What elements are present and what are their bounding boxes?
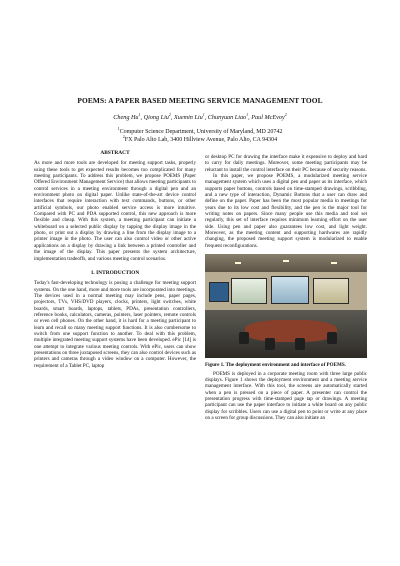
introduction-continued: or desktop PC for drawing the interface make it expensive to deploy and hard to carry for daily meetings. Moreover, some meeting participants may be reluctant to install the control interface on their PC because of security reasons. [205,154,367,173]
public-display-center [271,276,309,304]
figure-caption: Figure 1. The deployment environment and interface of POEMS. [205,362,346,369]
body-paragraph: In this paper, we propose POEMS, a modularized meeting service management system which uses a digital pen and paper as its interface, which supports paper buttons, controls based on time-stamped drawings, scribbling, and a new type of interaction, Dynamic Buttons that a user can draw and define on the paper. Paper has been the most popular media in meetings for years due to its low cost and flexibility, and the pen is the major tool for writing notes on papers. Since many people use this media and tool set regularly, this set of interface requires minimum learning effort on the user side. Using pen and paper also guarantees low cost, and light weight. Moreover, as the meeting content and supporting hardwares are rapidly changing, the proposed meeting support system is modularized to enable frequent reconfigurations. [205,173,367,249]
meeting-table [245,320,337,342]
abstract-heading: ABSTRACT [100,150,130,156]
paper-title: POEMS: A PAPER BASED MEETING SERVICE MANAGEMENT TOOL [77,96,323,105]
meeting-room-photo [205,254,367,358]
author-list: Cheng Hu$^1$, Qiong Liu$^2$, Xuemin Liu$^1$, Chunyuan Liao$^1$, Paul McEvoy$^2$ [113,112,287,122]
introduction-heading: 1. INTRODUCTION [90,269,140,276]
author-mark: 1 [246,112,249,117]
author-mark: 2 [168,112,171,117]
affiliation-text: FX Palo Alto Lab, 3400 Hillview Avenue, Palo Alto, CA 94304 [124,137,278,143]
author-name: Paul McEvoy [251,114,285,122]
left-column [34,150,196,369]
author-name: Xuemin Liu [174,114,203,122]
public-display-right [313,278,349,304]
author-name: Chunyuan Liao [207,114,247,122]
introduction-text: Today's fast-developing technology is posing a challenge for meeting support systems. On the one hand, more and more tools are incorporated into meetings. The devices used in a normal meeting may include pens, paper pages, projectors, TVs, VHS/DVD players, clocks, printers, light switches, white boards, smart boards, laptops, tablets, PDAs, presentation controllers, reference books, calculators, cameras, pointers, laser pointers, remote controls or even cell phones. On the other hand, it is hard for a meeting participant to learn and recall so many meeting support functions. It is also cumbersome to switch from one support function to another. To deal with this problem, multiple integrated meeting support systems have been developed. ePic [14] is one attempt to integrate various meeting controls. With ePic, users can show presentations on three juxtaposed screens, they can also control devices such as printers and cameras through a video window on a computer. However, the requirement of a Tablet PC, laptop [34,280,196,369]
right-column [205,154,367,421]
side-display [209,282,229,302]
affiliation-mark: 2 [122,134,125,139]
affiliation-text: Computer Science Department, University of Maryland, MD 20742 [119,129,283,135]
author-mark: 2 [284,112,287,117]
author-mark: 1 [138,112,141,117]
author-name: Qiong Liu [143,114,169,122]
body-paragraph: POEMS is deployed in a corporate meeting room with three large public displays. Figure 1 shows the deployment environment and a meeting service management interface. With this tool, the screens are automatically started when a pen is pressed on a piece of paper. A presenter can control the presentation progress with time-stamped page tap or drawings. A meeting participant can use the paper interface to initiate a white board on any public display for scribbles. Users can use a digital pen to point or write at any place on a screen for group discussions. They can also initiate an [205,370,367,421]
affiliation-mark: 1 [117,126,120,131]
public-display-left [231,278,267,304]
author-mark: 1 [202,112,205,117]
affiliation [0,134,400,143]
author-name: Cheng Hu [113,114,139,122]
abstract-text: As more and more tools are developed for meeting support tasks, properly using these tools to get expected results becomes too complicated for many meeting participants. To address this problem, we propose POEMS (Paper Offered Environment Management Service) that allows meeting participants to control services in a meeting environment through a digital pen and an environment photo on digital paper. Unlike state-of-the-art device control interfaces that require interaction with text commands, buttons, or other artificial symbols, our photo enabled service access is more intuitive. Compared with PC and PDA supported control, this new approach is more flexible and cheap. With this system, a meeting participant can initiate a whiteboard on a selected public display by tapping the display image in the photo, or print out a display by drawing a line from the display image to a printer image in the photo. The user can also control video or other active applications on a display by drawing a link between a printed controller and the image of the display. This paper presents the system architecture, implementation tradeoffs, and various meeting control scenarios. [34,160,196,262]
